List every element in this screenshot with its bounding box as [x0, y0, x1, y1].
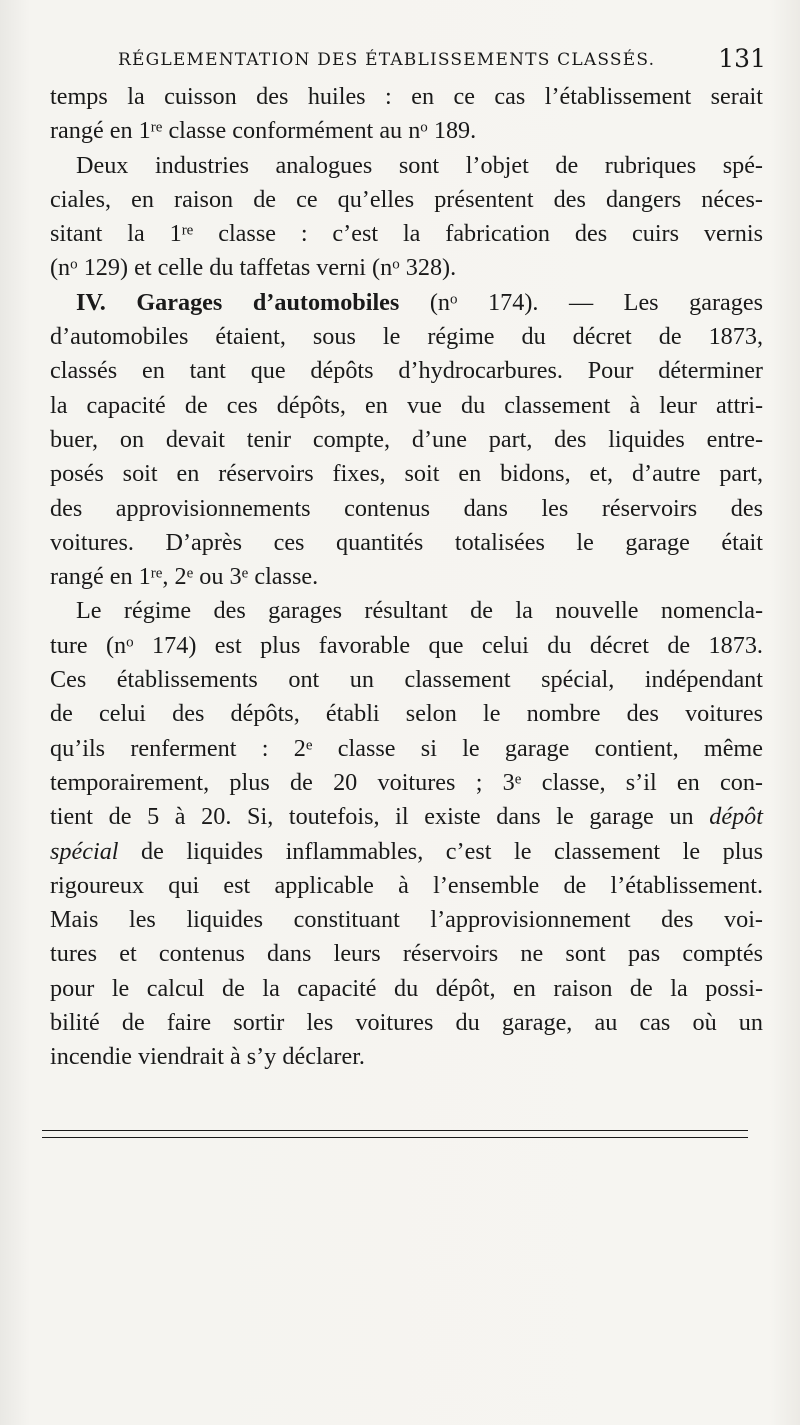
text-line: voitures. D’après ces quantités totalisées le garage était	[50, 528, 763, 556]
end-rule-top	[42, 1130, 748, 1131]
text-line: de celui des dépôts, établi selon le nombre des voitures	[50, 700, 763, 728]
text-line: sitant la 1re classe : c’est la fabrication des cuirs vernis	[50, 220, 763, 248]
text-line: tures et contenus dans leurs réservoirs ne sont pas comptés	[50, 940, 763, 968]
text-line: buer, on devait tenir compte, d’une part, des liquides entre-	[50, 425, 763, 453]
text-line: la capacité de ces dépôts, en vue du classement à leur attri-	[50, 391, 763, 419]
section-heading: IV. Garages d’automobiles	[76, 288, 400, 316]
text-line: des approvisionnements contenus dans les réservoirs des	[50, 494, 763, 522]
text-line: ($n^o$ 129) et celle du taffetas verni ($n^o$ 328).	[50, 254, 457, 282]
text-line: rangé en 1re classe conformément au $n^o$ 189.	[50, 117, 477, 145]
paragraph-start-line: Deux industries analogues sont l’objet de rubriques spé-	[76, 151, 763, 179]
text-line: Mais les liquides constituant l’approvisionnement des voi-	[50, 906, 763, 934]
page-number: 131	[718, 44, 766, 73]
body-text	[50, 80, 763, 1075]
text-line: qu’ils renferment : 2e classe si le garage contient, même	[50, 734, 763, 762]
text-line: pour le calcul de la capacité du dépôt, en raison de la possi-	[50, 974, 763, 1002]
text-line: posés soit en réservoirs fixes, soit en bidons, et, d’autre part,	[50, 460, 763, 488]
text-line: ciales, en raison de ce qu’elles présentent des dangers néces-	[50, 185, 763, 213]
text-line: temporairement, plus de 20 voitures ; 3e classe, s’il en con-	[50, 768, 763, 796]
text-line: ture ($n^o$ 174) est plus favorable que celui du décret de 1873.	[50, 631, 763, 659]
text-line: rigoureux qui est applicable à l’ensemble de l’établissement.	[50, 871, 763, 899]
section-heading-line: IV. Garages d’automobiles ($n^o$ 174). — Les garages	[76, 288, 763, 316]
text-line: bilité de faire sortir les voitures du garage, au cas où un	[50, 1009, 763, 1037]
text-line: temps la cuisson des huiles : en ce cas l’établissement serait	[50, 83, 763, 110]
text-line: Ces établissements ont un classement spécial, indépendant	[50, 666, 763, 694]
text-line: spécial de liquides inflammables, c’est le classement le plus	[50, 837, 763, 865]
text-line: tient de 5 à 20. Si, toutefois, il existe dans le garage un dépôt	[50, 803, 763, 831]
running-title: RÉGLEMENTATION DES ÉTABLISSEMENTS CLASSÉS.	[118, 50, 656, 70]
end-rule-bottom	[42, 1137, 748, 1138]
text-line: d’automobiles étaient, sous le régime du décret de 1873,	[50, 323, 763, 351]
text-line: incendie viendrait à s’y déclarer.	[50, 1043, 365, 1071]
text-line: classés en tant que dépôts d’hydrocarbures. Pour déterminer	[50, 357, 763, 385]
paragraph-start-line: Le régime des garages résultant de la nouvelle nomencla-	[76, 597, 763, 625]
page-header	[118, 44, 766, 78]
text-line: rangé en 1re, 2e ou 3e classe.	[50, 563, 319, 591]
